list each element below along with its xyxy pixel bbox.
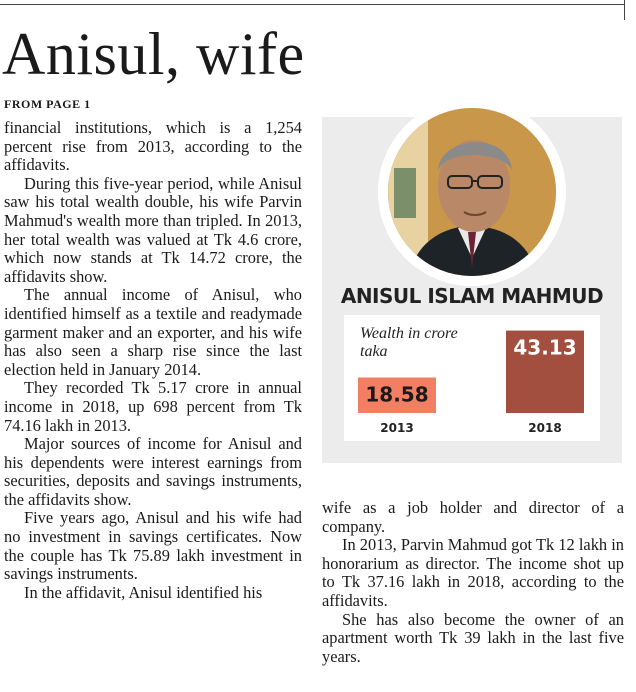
paragraph: The annual income of Anisul, who identified himself as a textile and readymade garment maker and an exporter, and his wife has also seen a sharp rise since the last election held in January 2014. bbox=[4, 285, 302, 379]
article-column-1 bbox=[4, 119, 302, 602]
chart-title: Wealth in crore taka bbox=[360, 325, 458, 360]
kicker-from-page: FROM PAGE 1 bbox=[4, 97, 91, 111]
paragraph: Major sources of income for Anisul and his dependents were interest earnings from securities, deposits and savings instruments, the affidavits show. bbox=[4, 434, 302, 509]
paragraph: Five years ago, Anisul and his wife had no investment in savings certificates. Now the couple has Tk 75.89 lakh investment in savings instruments. bbox=[4, 508, 302, 584]
headline: Anisul, wife bbox=[2, 21, 305, 87]
data-label-2013: 18.58 bbox=[365, 382, 429, 407]
article-column-2 bbox=[322, 499, 624, 666]
category-label-2018: 2018 bbox=[528, 421, 562, 435]
paragraph: wife as a job holder and director of a company. bbox=[322, 498, 624, 536]
paragraph: In the affidavit, Anisul identified his bbox=[24, 582, 263, 602]
paragraph: During this five-year period, while Anisul saw his total wealth double, his wife Parvin Mahmud's wealth more than tripled. In 2013, her total wealth was valued at Tk 4.6 crore, which now stands at Tk 14.72 crore, the affidavits show. bbox=[4, 173, 302, 286]
category-label-2013: 2013 bbox=[380, 421, 414, 435]
column-rule bbox=[624, 0, 625, 20]
portrait-photo bbox=[388, 108, 556, 276]
paragraph: They recorded Tk 5.17 crore in annual income in 2018, up 698 percent from Tk 74.16 lakh in 2013. bbox=[4, 378, 302, 435]
data-label-2018: 43.13 bbox=[513, 335, 577, 360]
paragraph: financial institutions, which is a 1,254 percent rise from 2013, according to the affidavits. bbox=[4, 118, 302, 175]
paragraph: In 2013, Parvin Mahmud got Tk 12 lakh in honorarium as director. The income shot up to Tk 37.16 lakh in 2018, according to the affidavits. bbox=[322, 535, 624, 610]
wealth-chart bbox=[344, 315, 600, 441]
person-name: ANISUL ISLAM MAHMUD bbox=[340, 284, 604, 308]
top-rule bbox=[0, 4, 624, 5]
paragraph: She has also become the owner of an apartment worth Tk 39 lakh in the last five years. bbox=[322, 609, 624, 666]
chart-plot bbox=[344, 315, 600, 441]
